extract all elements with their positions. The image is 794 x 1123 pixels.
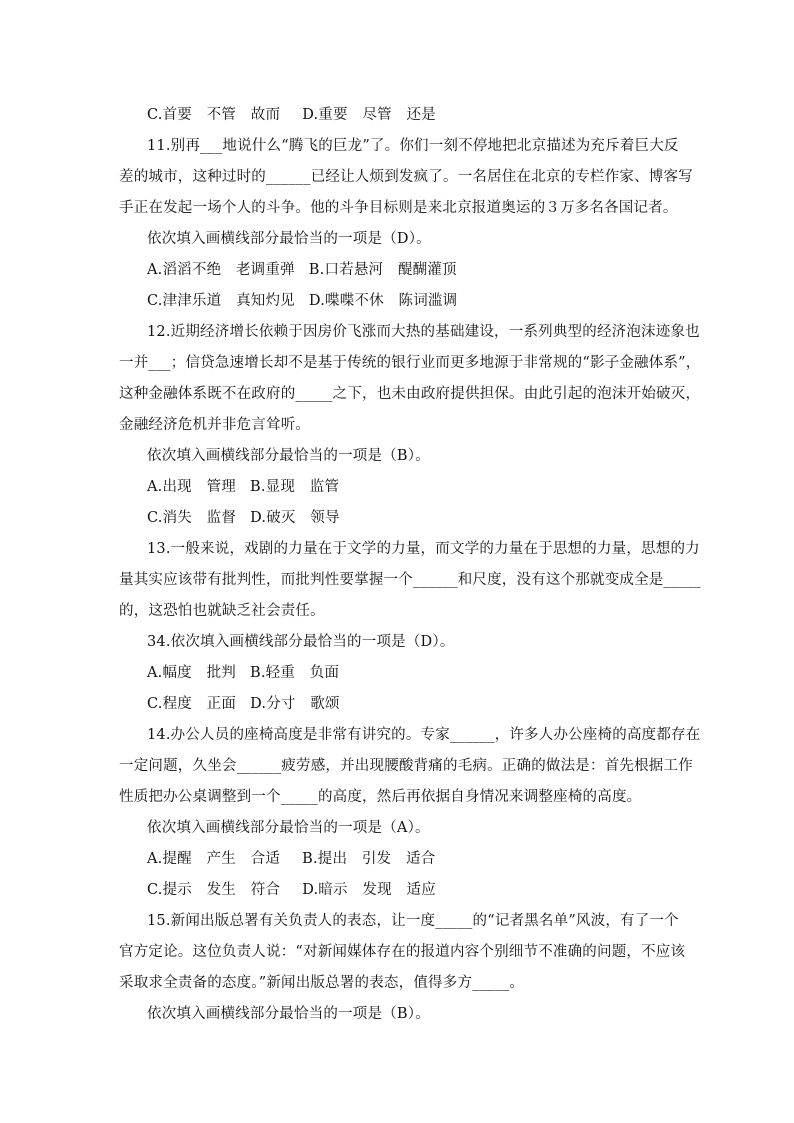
- option-b: B.提出 引发 适合: [302, 851, 436, 867]
- option-b: B.轻重 负面: [249, 665, 340, 681]
- options-line: [119, 689, 679, 720]
- option-c: C.提示 发生 符合: [147, 882, 281, 898]
- options-line: [119, 658, 679, 689]
- question-14-text-cont: 一定问题，久坐会______疲劳感，并出现腰酸背痛的毛病。正确的做法是：首先根据工作: [119, 758, 693, 774]
- options-line: [119, 503, 679, 534]
- question-11-text-cont: 手正在发起一场个人的斗争。他的斗争目标则是来北京报道奥运的３万多名各国记者。: [119, 200, 678, 216]
- question-12-text: 12.近期经济增长依赖于因房价飞涨而大热的基础建设，一系列典型的经济泡沫迹象也: [147, 324, 700, 340]
- option-d: D.重要 尽管 还是: [302, 107, 436, 123]
- question-12-prompt: 依次填入画横线部分最恰当的一项是（B）。: [147, 448, 430, 464]
- question-14-text-cont: 性质把办公桌调整到一个_____的高度，然后再依据自身情况来调整座椅的高度。: [119, 789, 642, 805]
- question-15-text: 15.新闻出版总署有关负责人的表态，让一度_____的“记者黑名单”风波，有了一个: [147, 913, 679, 929]
- document-body: [119, 100, 701, 1030]
- options-line: [119, 875, 679, 906]
- question-15-prompt: 依次填入画横线部分最恰当的一项是（B）。: [147, 1006, 430, 1022]
- option-a: A.滔滔不绝 老调重弹: [147, 262, 295, 278]
- options-line: [119, 472, 679, 503]
- question-13-text-cont: 量其实应该带有批判性，而批判性要掌握一个______和尺度，没有这个那就变成全是_____: [119, 572, 701, 588]
- question-13-text-cont: 的，这恐怕也就缺乏社会责任。: [119, 603, 325, 619]
- options-line: [119, 844, 679, 875]
- question-13-text: 13.一般来说，戏剧的力量在于文学的力量，而文学的力量在于思想的力量，思想的力: [147, 541, 700, 557]
- question-11-text: 11.别再___地说什么“腾飞的巨龙”了。你们一刻不停地把北京描述为充斥着巨大反: [147, 138, 679, 154]
- options-line: [119, 255, 679, 286]
- option-d: D.分寸 歌颂: [250, 696, 340, 712]
- option-b: B.显现 监管: [249, 479, 340, 495]
- options-line: [119, 100, 679, 131]
- option-a: A.幅度 批判: [147, 665, 236, 681]
- question-11-prompt: 依次填入画横线部分最恰当的一项是（D）。: [147, 231, 431, 247]
- option-c: C.津津乐道 真知灼见: [147, 293, 295, 309]
- option-c: C.首要 不管 故而: [147, 107, 281, 123]
- question-14-prompt: 依次填入画横线部分最恰当的一项是（A）。: [147, 820, 430, 836]
- option-d: D.喋喋不休 陈词滥调: [308, 293, 458, 309]
- options-line: [119, 286, 679, 317]
- question-11-text-cont: 差的城市，这种过时的______已经让人烦到发疯了。一名居住在北京的专栏作家、博客写: [119, 169, 693, 185]
- option-c: C.消失 监督: [147, 510, 237, 526]
- question-12-text-cont: 金融经济危机并非危言耸听。: [119, 417, 311, 433]
- question-15-text-cont: 官方定论。这位负责人说：“对新闻媒体存在的报道内容个别细节不准确的问题，不应该: [119, 944, 686, 960]
- question-14-text: 14.办公人员的座椅高度是非常有讲究的。专家______，许多人办公座椅的高度都存在: [147, 727, 701, 743]
- option-c: C.程度 正面: [147, 696, 237, 712]
- question-12-text-cont: 一并___；信贷急速增长却不是基于传统的银行业而更多地源于非常规的“影子金融体系”，: [119, 355, 701, 371]
- option-b: B.口若悬河 醍醐灌顶: [308, 262, 457, 278]
- question-13-prompt: 34.依次填入画横线部分最恰当的一项是（D）。: [147, 634, 455, 650]
- option-d: D.暗示 发现 适应: [302, 882, 436, 898]
- option-a: A.提醒 产生 合适: [147, 851, 281, 867]
- question-15-text-cont: 采取求全责备的态度。”新闻出版总署的表态，值得多方_____。: [119, 975, 525, 991]
- question-12-text-cont: 这种金融体系既不在政府的_____之下，也未由政府提供担保。由此引起的泡沫开始破灭，: [119, 386, 701, 402]
- option-d: D.破灭 领导: [250, 510, 340, 526]
- option-a: A.出现 管理: [147, 479, 236, 495]
